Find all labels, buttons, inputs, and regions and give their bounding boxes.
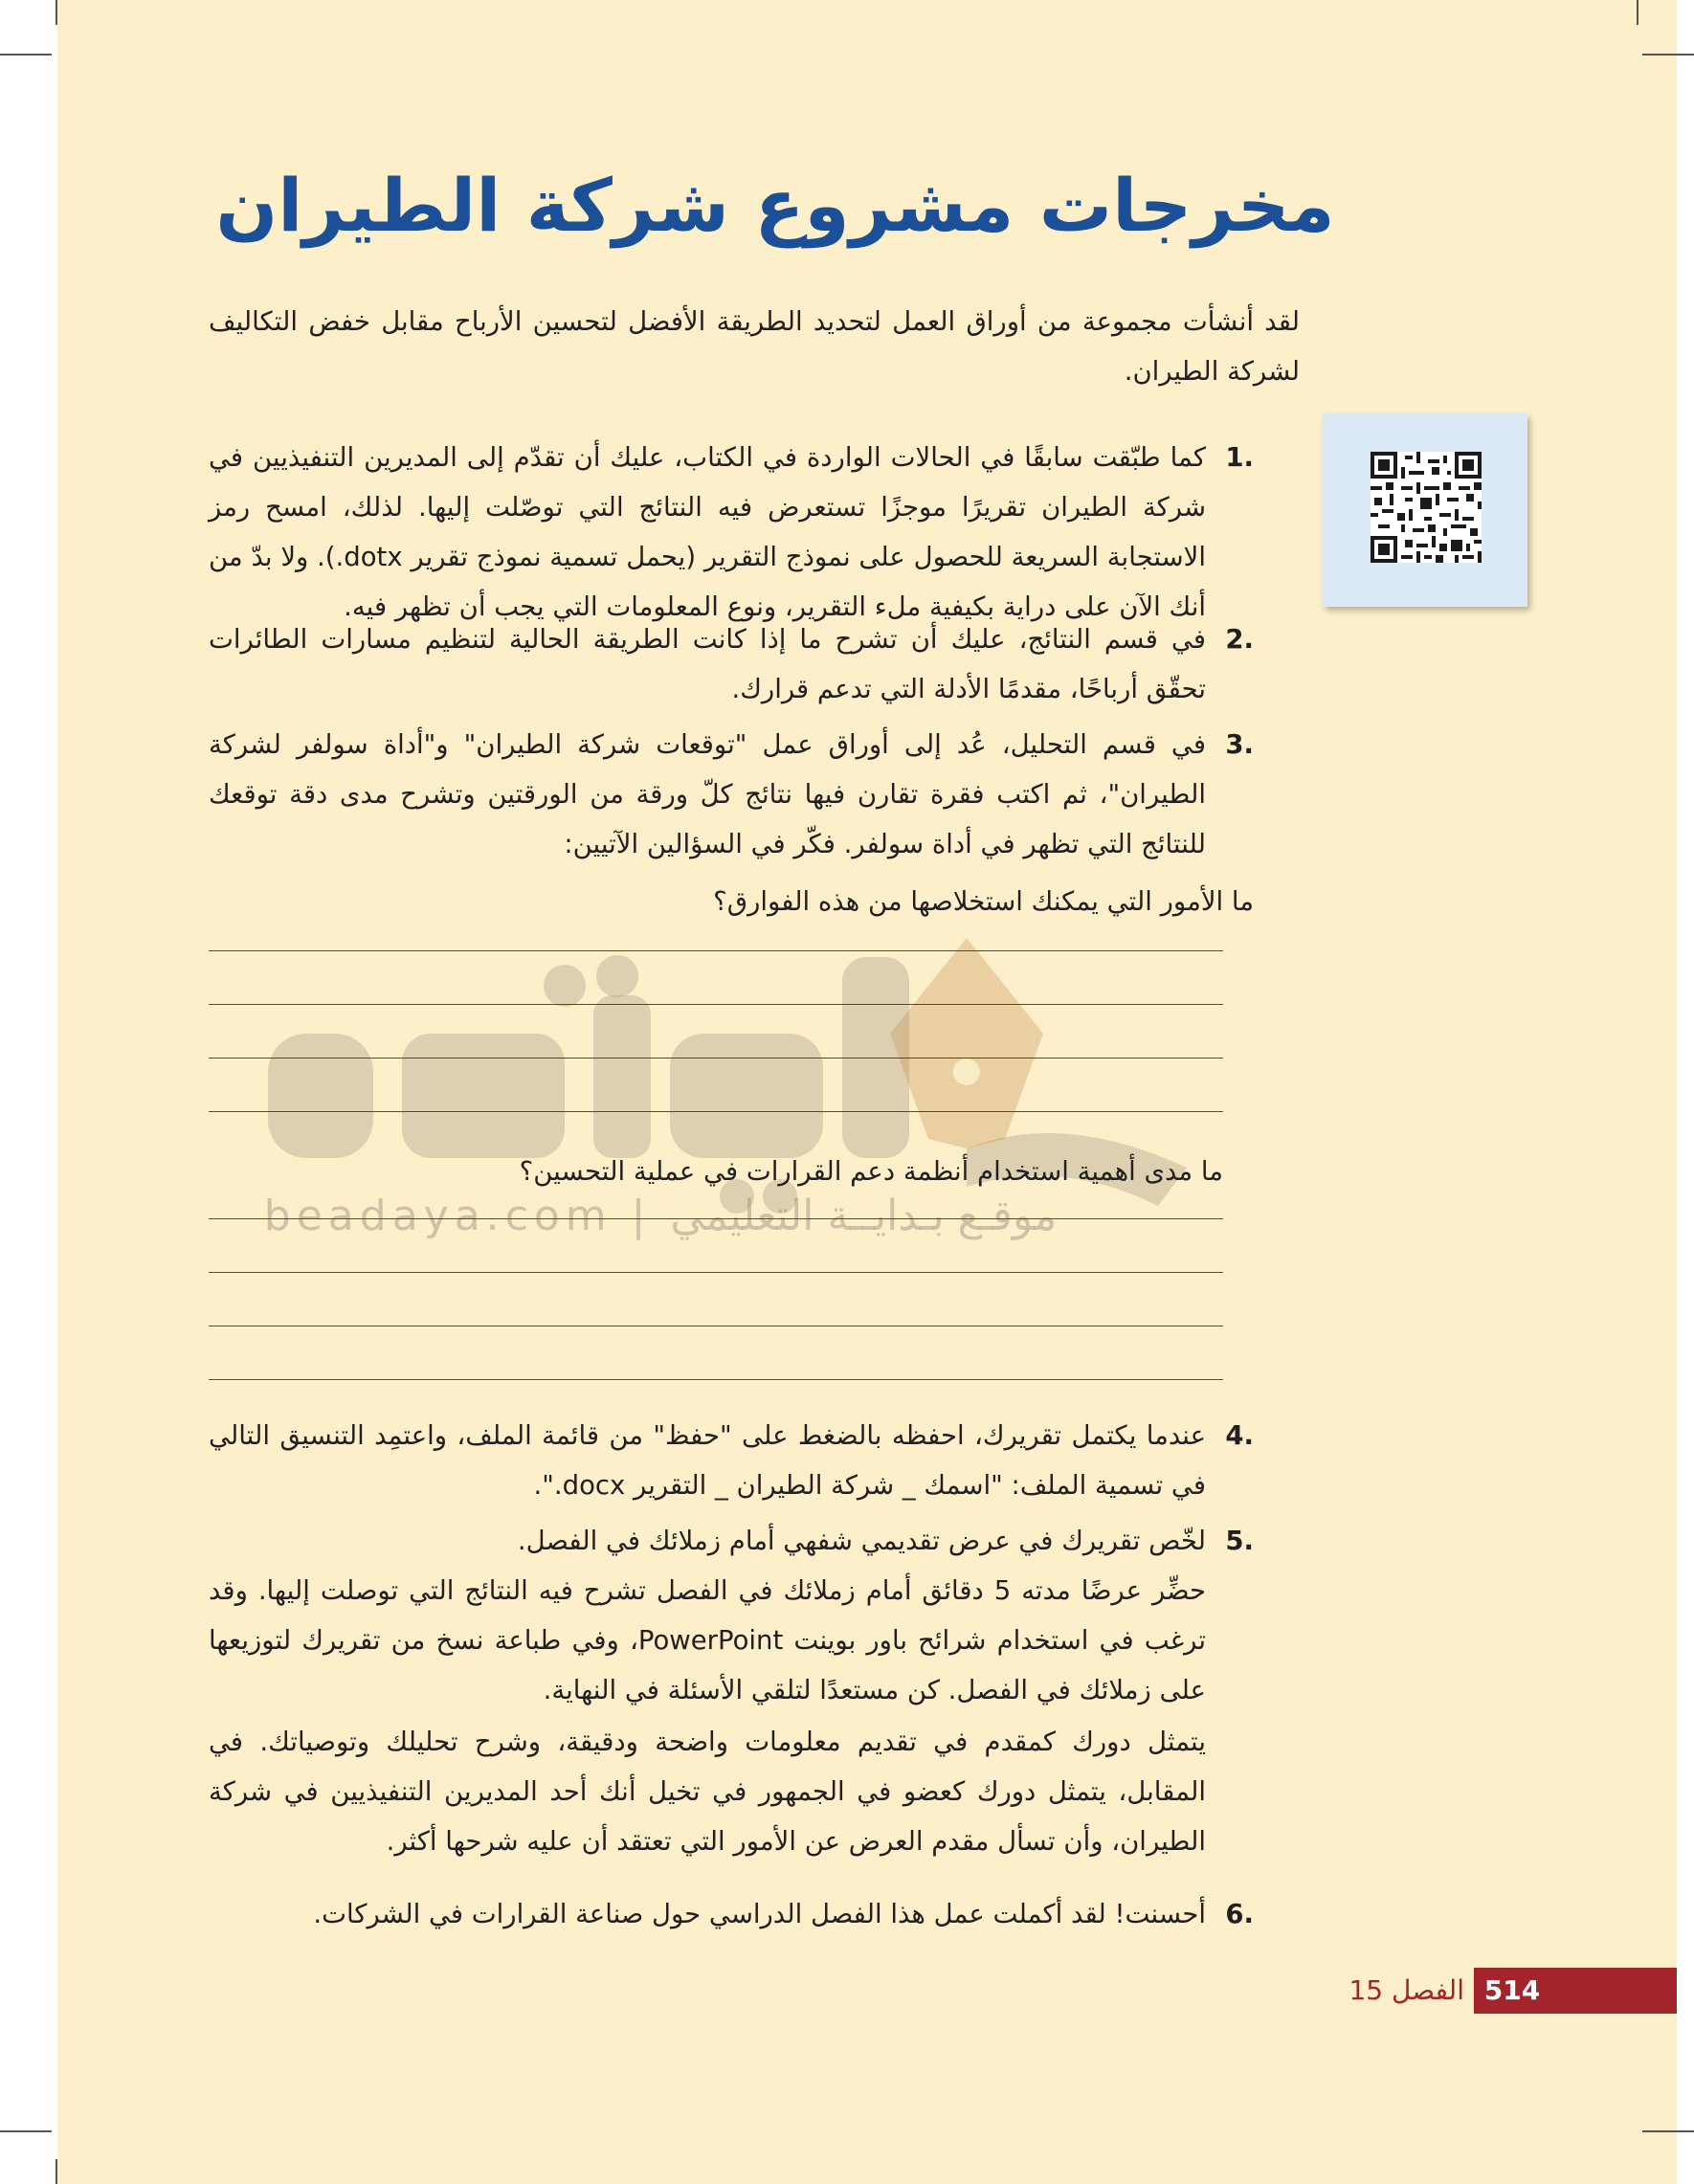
list-item <box>209 614 1254 714</box>
list-item <box>209 1516 1254 1566</box>
answer-line[interactable] <box>209 1058 1223 1059</box>
answer-line[interactable] <box>209 1218 1223 1219</box>
item-number: .1 <box>1225 442 1254 473</box>
intro-paragraph: لقد أنشأت مجموعة من أوراق العمل لتحديد الطريقة الأفضل لتحسين الأرباح مقابل خفض التكاليف لشركة الطيران. <box>209 306 1300 387</box>
item-text: في قسم النتائج، عليك أن تشرح ما إذا كانت الطريقة الحالية لتنظيم مسارات الطائرات تحقّق أرباحًا، مقدمًا الأدلة التي تدعم قرارك. <box>209 624 1206 704</box>
list-item <box>209 720 1254 869</box>
chapter-label: الفصل 15 <box>1349 1974 1464 2006</box>
item-text: لخّص تقريرك في عرض تقديمي شفهي أمام زملائك في الفصل. <box>517 1526 1206 1556</box>
item-text: عندما يكتمل تقريرك، احفظه بالضغط على "حفظ" من قائمة الملف، واعتمِد التنسيق التالي في تسمية الملف: "اسمك _ شركة الطيران _ التقرير docx.". <box>209 1420 1206 1501</box>
crop-mark <box>1642 2130 1694 2132</box>
crop-mark <box>0 2130 52 2132</box>
crop-mark <box>56 2159 57 2184</box>
item-5-paragraph: يتمثل دورك كمقدم في تقديم معلومات واضحة ودقيقة، وشرح تحليلك وتوصياتك. في المقابل، يتمثل دورك كعضو في الجمهور في تخيل أنك أحد المديرين التنفيذيين في شركة الطيران، وأن تسأل مقدم العرض عن الأمور التي تعتقد أن عليه شرحها أكثر. <box>209 1727 1206 1857</box>
item-number: .2 <box>1225 624 1254 655</box>
qr-code-card[interactable] <box>1323 413 1527 607</box>
crop-mark <box>0 54 52 56</box>
list-item <box>209 433 1254 632</box>
item-number: .3 <box>1225 729 1254 760</box>
question-1: ما الأمور التي يمكنك استخلاصها من هذه الفوارق؟ <box>713 886 1254 917</box>
item-text: في قسم التحليل، عُد إلى أوراق عمل "توقعات شركة الطيران" و"أداة سولفر لشركة الطيران"، ثم اكتب فقرة تقارن فيها نتائج كلّ ورقة من الورقتين وتشرح مدى دقة توقعك للنتائج التي تظهر في أداة سولفر. فكّر في السؤالين الآتيين: <box>209 729 1206 859</box>
answer-line[interactable] <box>209 1111 1223 1112</box>
item-text: كما طبّقت سابقًا في الحالات الواردة في الكتاب، عليك أن تقدّم إلى المديرين التنفيذيين في شركة الطيران تقريرًا موجزًا تستعرض فيه النتائج التي توصّلت إليها. لذلك، امسح رمز الاستجابة السريعة للحصول على نموذج التقرير (يحمل تسمية نموذج تقرير dotx.). ولا بدّ من أنك الآن على دراية بكيفية ملء التقرير، ونوع المعلومات التي يجب أن تظهر فيه. <box>209 442 1207 622</box>
watermark-text: beadaya.com | موقـع بـدايــة التعليمي <box>263 1192 1058 1240</box>
answer-line[interactable] <box>209 1004 1223 1005</box>
list-item <box>209 1889 1254 1939</box>
crop-mark <box>56 0 57 25</box>
qr-code-icon <box>1371 452 1482 563</box>
list-item <box>209 1411 1254 1510</box>
item-number: .6 <box>1225 1899 1254 1929</box>
item-text: أحسنت! لقد أكملت عمل هذا الفصل الدراسي حول صناعة القرارات في الشركات. <box>313 1899 1206 1929</box>
question-2: ما مدى أهمية استخدام أنظمة دعم القرارات في عملية التحسين؟ <box>519 1156 1223 1187</box>
item-number: .4 <box>1225 1420 1254 1451</box>
answer-line[interactable] <box>209 950 1223 951</box>
crop-mark <box>1637 0 1638 25</box>
answer-line[interactable] <box>209 1272 1223 1273</box>
answer-line[interactable] <box>209 1379 1223 1380</box>
crop-mark <box>1642 54 1694 56</box>
item-5-paragraph: حضِّر عرضًا مدته 5 دقائق أمام زملائك في الفصل تشرح فيه النتائج التي توصلت إليها. وقد ترغب في استخدام شرائح باور بوينت PowerPoint، وفي طباعة نسخ من تقريرك لتوزيعها على زملائك في الفصل. كن مستعدًا لتلقي الأسئلة في النهاية. <box>209 1575 1206 1705</box>
page-number: 514 <box>1483 1974 1541 2006</box>
page-title: مخرجات مشروع شركة الطيران <box>215 163 1335 248</box>
item-number: .5 <box>1225 1526 1254 1556</box>
